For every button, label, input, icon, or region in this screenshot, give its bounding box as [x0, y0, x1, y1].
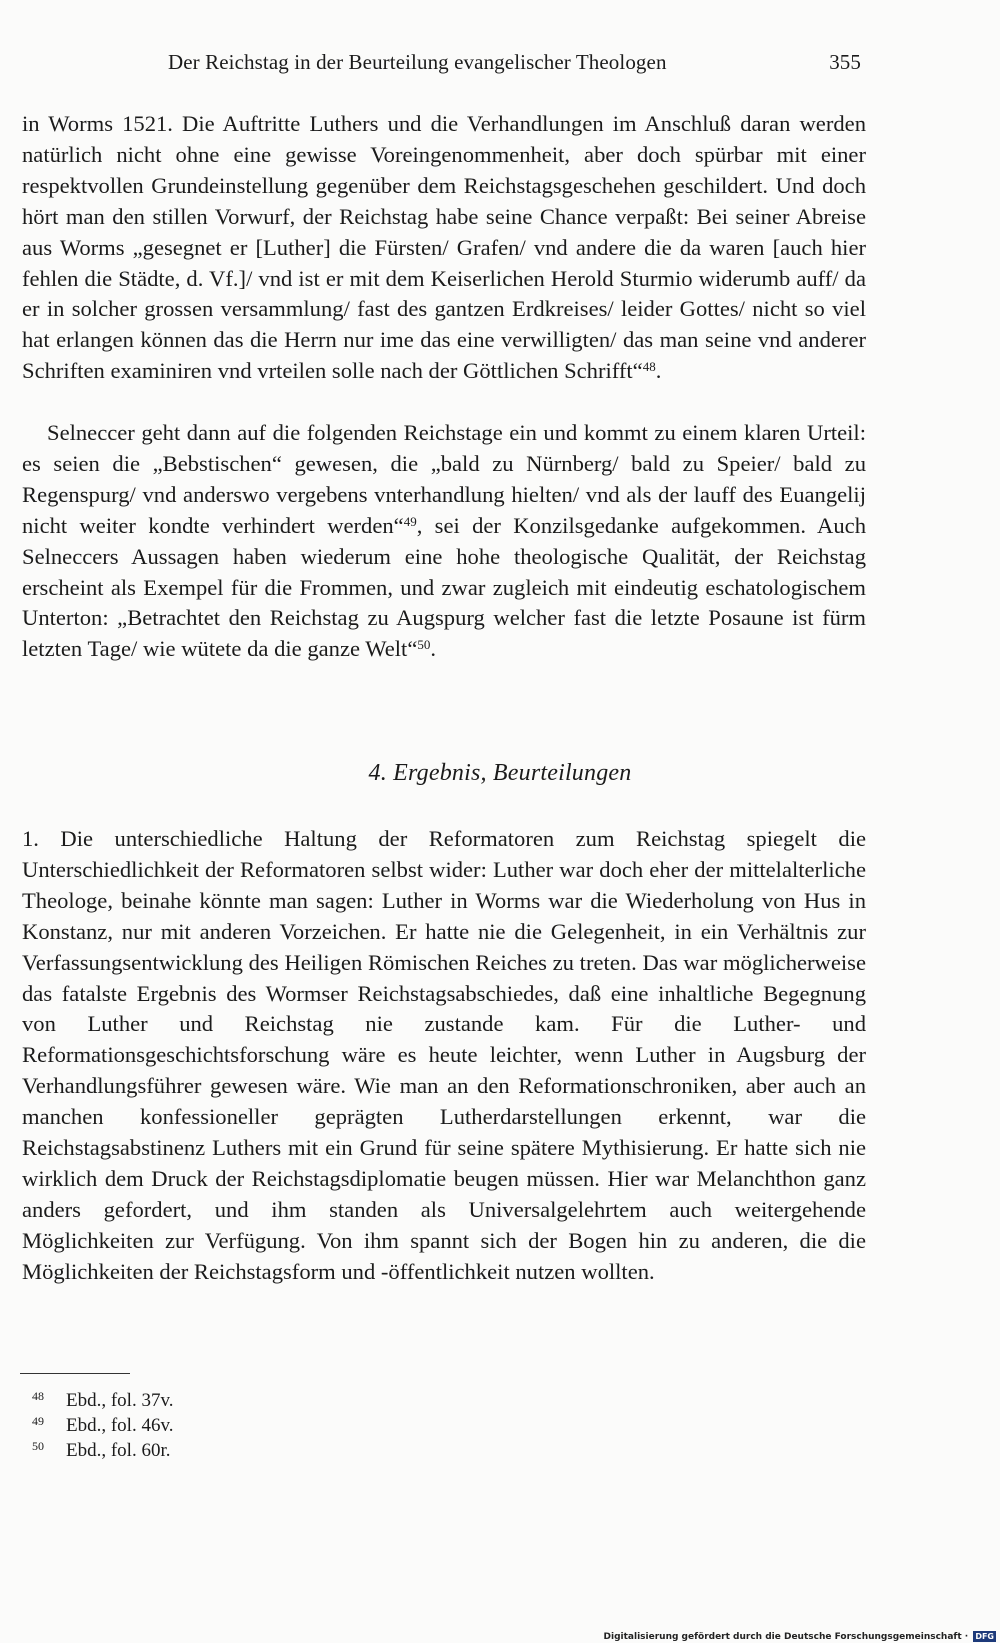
dfg-logo: DFG	[975, 1632, 994, 1641]
footnote-49: 49 Ebd., fol. 46v.	[32, 1414, 174, 1436]
paragraph-text: in Worms 1521. Die Auftritte Luthers und die Verhandlungen im Anschluß daran werden natürlich nicht ohne eine gewisse Voreingenommenheit, aber doch spürbar mit einer respektvollen Grundeinstellung gegenüber dem Reichstagsgeschehen geschildert. Und doch hört man den stillen Vorwurf, der Reichstag habe seine Chance verpaßt: Bei seiner Abreise aus Worms „gesegnet er [Luther] die Fürsten/ Grafen/ vnd andere die da waren [auch hier fehlen die Städte, d. Vf.]/ vnd ist er mit dem Keiserlichen Herold Sturmio widerumb auff/ da er in solcher grossen versammlung/ fast des gantzen Erdkreises/ leider Gottes/ nicht so viel hat erlangen können das die Herrn nur ime das eine verwilligten/ das man seine vnd anderer Schriften examiniren vnd vrteilen solle nach der Göttlichen Schrifft“	[22, 111, 866, 384]
footnote-50: 50 Ebd., fol. 60r.	[32, 1439, 171, 1461]
running-title: Der Reichstag in der Beurteilung evangelischer Theologen	[168, 50, 667, 74]
footnote-48: 48 Ebd., fol. 37v.	[32, 1389, 174, 1411]
paragraph-text: , sei der Konzilsgedanke aufgekommen. Auch Selneccers Aussagen haben wiederum eine hohe theologische Qualität, der Reichstag erscheint als Exempel für die Frommen, und zwar zugleich mit eindeutig eschatologischem Unterton: „Betrachtet den Reichstag zu Augspurg welcher fast die letzte Posaune ist fürm letzten Tage/ wie wütete da die ganze Welt“	[22, 512, 866, 662]
running-header	[168, 50, 861, 82]
footnote-ref-50[interactable]: 50	[417, 637, 431, 653]
credit-text: Digitalisierung gefördert durch die Deutsche Forschungsgemeinschaft ·	[603, 1632, 969, 1642]
footnotes	[32, 1388, 173, 1463]
paragraph-text: Selneccer geht dann auf die folgenden Reichstage ein und kommt zu einem klaren Urteil: es seien die „Bebstischen“ gewesen, die „bald zu Nürnberg/ bald zu Speier/ bald zu Regenspurg/ vnd anderswo vergebens vnterhandlung hielten/ vnd als der lauff des Euangelij nicht weiter kondte verhindert werden“	[22, 420, 866, 538]
paragraph-3	[22, 824, 866, 1288]
footnote-text: Ebd., fol. 60r.	[66, 1440, 171, 1461]
paragraph-1	[22, 109, 866, 387]
footnote-text: Ebd., fol. 37v.	[66, 1390, 174, 1411]
page-number: 355	[829, 50, 861, 74]
footnote-text: Ebd., fol. 46v.	[66, 1415, 174, 1436]
footnote-separator	[20, 1373, 130, 1374]
paragraph-text: 1. Die unterschiedliche Haltung der Reformatoren zum Reichstag spiegelt die Unterschiedlichkeit der Reformatoren selbst wider: Luther war doch eher der mittelalterliche Theologe, beinahe könnte man sagen: Luther in Worms war die Wiederholung von Hus in Konstanz, nur mit anderen Vorzeichen. Er hatte nie die Gelegenheit, in ein Verhältnis zur Verfassungsentwicklung des Heiligen Römischen Reiches zu treten. Das war möglicherweise das fatalste Ergebnis des Wormser Reichstagsabschiedes, daß eine inhaltliche Begegnung von Luther und Reichstag nie zustande kam. Für die Luther- und Reformationsgeschichtsforschung wäre es heute leichter, wenn Luther in Augsburg der Verhandlungsführer gewesen wäre. Wie man an den Reformationschroniken, aber auch an manchen konfessioneller geprägten Lutherdarstellungen erkennt, war die Reichstagsabstinenz Luthers mit ein Grund für seine spätere Mythisierung. Er hatte sich nie wirklich dem Druck der Reichstagsdiplomatie beugen müssen. Hier war Melanchthon ganz anders gefordert, und ihm standen als Universalgelehrtem auch weitergehende Möglichkeiten zur Verfügung. Von ihm spannt sich der Bogen hin zu anderen, die die Möglichkeiten der Reichstagsform und -öffentlichkeit nutzen wollten.	[22, 826, 866, 1284]
digitization-credit	[604, 1631, 996, 1643]
footnote-ref-48[interactable]: 48	[642, 359, 656, 375]
section-heading: 4. Ergebnis, Beurteilungen	[368, 760, 632, 786]
paragraph-2	[22, 418, 866, 665]
paragraph-end: .	[655, 358, 662, 384]
paragraph-end: .	[430, 636, 437, 662]
footnote-ref-49[interactable]: 49	[403, 513, 417, 529]
